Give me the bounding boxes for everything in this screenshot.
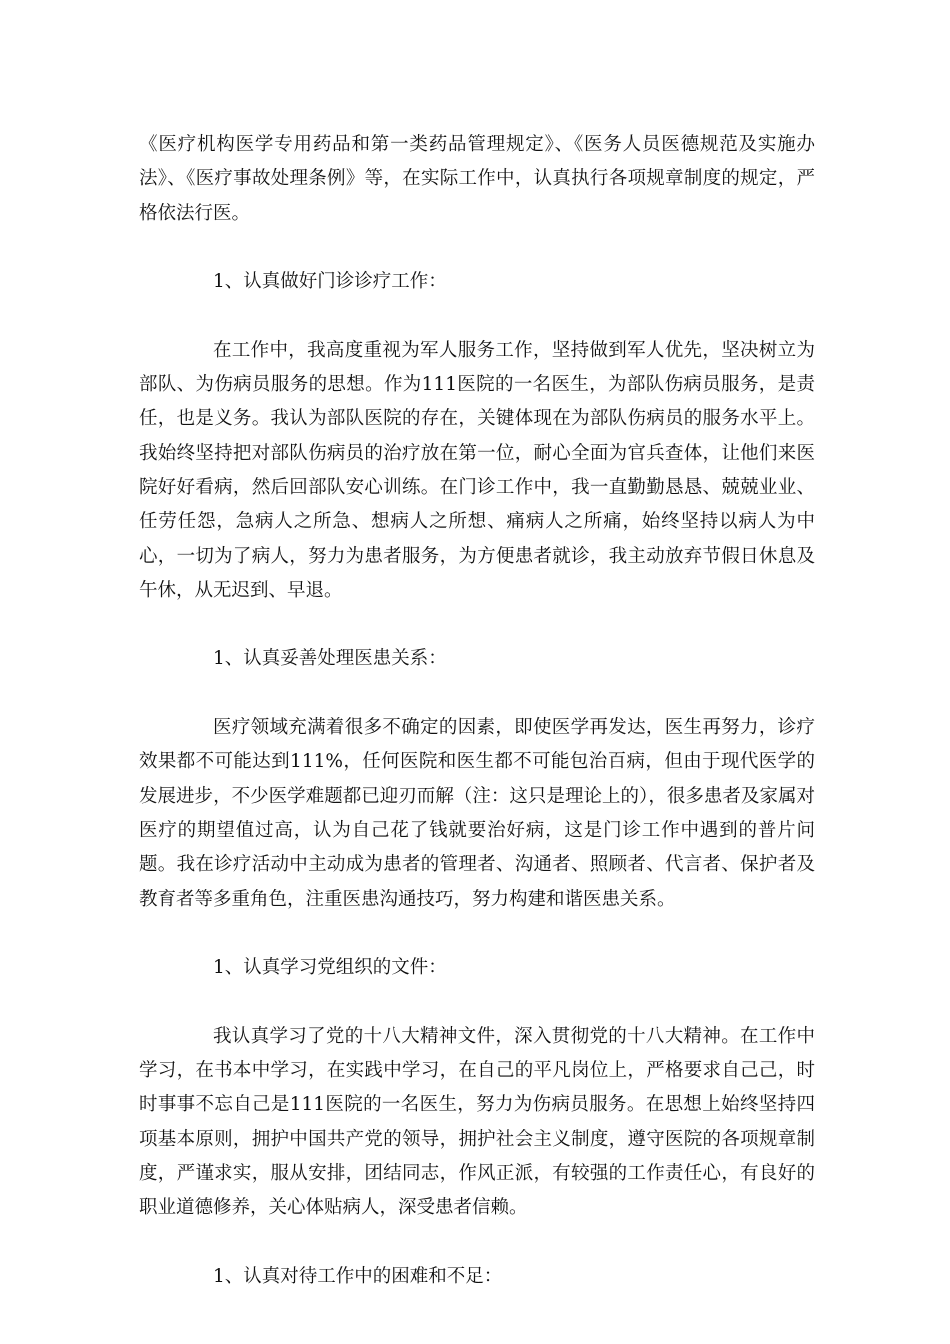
paragraph-spacer	[139, 917, 815, 951]
party-study-paragraph: 我认真学习了党的十八大精神文件，深入贯彻党的十八大精神。在工作中学习，在书本中学习，在实践中学习，在自己的平凡岗位上，严格要求自己己，时时事事不忘自己是111医院的一名医生，努力为伤病员服务。在思想上始终坚持四项基本原则，拥护中国共产党的领导，拥护社会主义制度，遵守医院的各项规章制度，严谨求实，服从安排，团结同志，作风正派，有较强的工作责任心，有良好的职业道德修养，关心体贴病人，深受患者信赖。	[139, 1025, 815, 1219]
section-heading-party-study: 1、认真学习党组织的文件：	[213, 957, 447, 979]
intro-paragraph: 《医疗机构医学专用药品和第一类药品管理规定》、《医务人员医德规范及实施办法》、《医疗事故处理条例》等，在实际工作中，认真执行各项规章制度的规定，严格依法行医。	[139, 134, 815, 224]
section-heading-outpatient: 1、认真做好门诊诊疗工作：	[213, 271, 447, 293]
paragraph-spacer	[139, 299, 815, 333]
paragraph-spacer	[139, 985, 815, 1019]
outpatient-paragraph: 在工作中，我高度重视为军人服务工作，坚持做到军人优先，坚决树立为部队、为伤病员服务的思想。作为111医院的一名医生，为部队伤病员服务，是责任，也是义务。我认为部队医院的存在，关键体现在为部队伤病员的服务水平上。我始终坚持把对部队伤病员的治疗放在第一位，耐心全面为官兵查体，让他们来医院好好看病，然后回部队安心训练。在门诊工作中，我一直勤勤恳恳、兢兢业业、任劳任怨，急病人之所急、想病人之所想、痛病人之所痛，始终坚持以病人为中心，一切为了病人，努力为患者服务，为方便患者就诊，我主动放弃节假日休息及午休，从无迟到、早退。	[139, 339, 815, 601]
paragraph-spacer	[139, 231, 815, 265]
paragraph-spacer	[139, 1226, 815, 1260]
section-heading-difficulties: 1、认真对待工作中的困难和不足：	[213, 1265, 503, 1287]
paragraph-spacer	[139, 608, 815, 642]
document-body	[139, 128, 815, 1294]
doctor-patient-paragraph: 医疗领域充满着很多不确定的因素，即使医学再发达，医生再努力，诊疗效果都不可能达到111%，任何医院和医生都不可能包治百病，但由于现代医学的发展进步，不少医学难题都已迎刃而解（注：这只是理论上的），很多患者及家属对医疗的期望值过高，认为自己花了钱就要治好病，这是门诊工作中遇到的普片问题。我在诊疗活动中主动成为患者的管理者、沟通者、照顾者、代言者、保护者及教育者等多重角色，注重医患沟通技巧，努力构建和谐医患关系。	[139, 717, 815, 910]
section-heading-doctor-patient: 1、认真妥善处理医患关系：	[213, 648, 447, 670]
paragraph-spacer	[139, 677, 815, 711]
